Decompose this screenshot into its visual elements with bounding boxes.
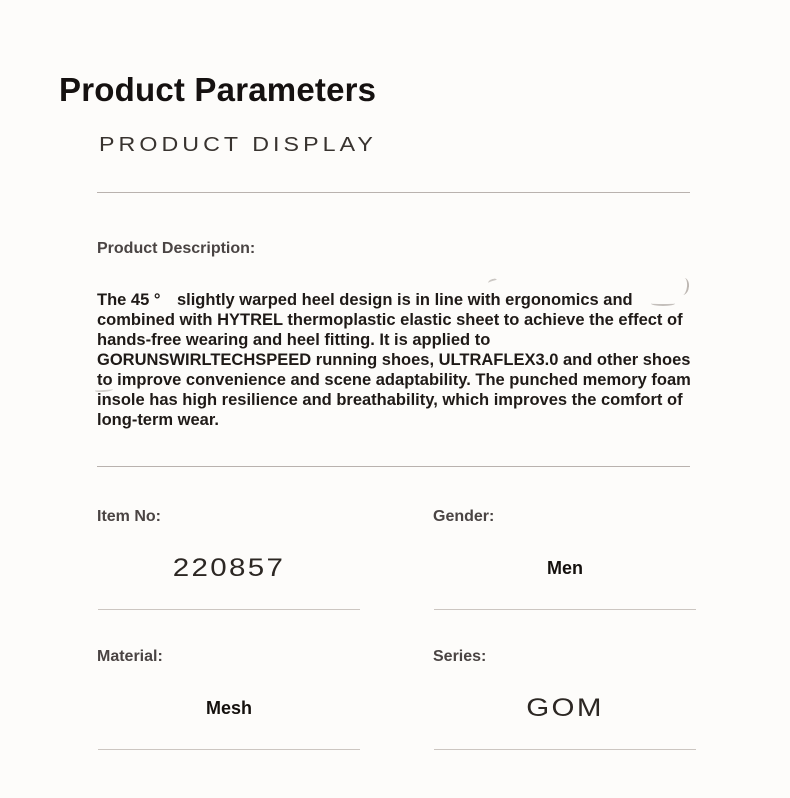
divider-top: [97, 192, 690, 193]
field-item-no: [97, 505, 361, 611]
series-value: GOM: [526, 694, 604, 722]
field-underline: [434, 609, 696, 610]
field-series: [433, 645, 697, 751]
section-heading: PRODUCT DISPLAY: [99, 134, 377, 156]
gender-value: Men: [547, 558, 583, 578]
item-no-label: Item No:: [97, 508, 161, 525]
field-gender: [433, 505, 697, 611]
field-underline: [98, 609, 360, 610]
page-title: Product Parameters: [59, 71, 377, 108]
description-label: Product Description:: [97, 240, 256, 257]
material-label: Material:: [97, 648, 163, 665]
field-underline: [98, 749, 360, 750]
smudge-mark: [488, 278, 498, 285]
series-label: Series:: [433, 648, 487, 665]
field-underline: [434, 749, 696, 750]
item-no-value: 220857: [172, 554, 286, 582]
gender-label: Gender:: [433, 508, 495, 525]
description-text: The 45 ° slightly warped heel design is in line with ergonomics and combined with HYTREL thermoplastic elastic sheet to achieve the effect of hands-free wearing and heel fitting. It is applied to GORUNSWIRLTECHSPEED running shoes, ULTRAFLEX3.0 and other shoes to improve convenience and scene adaptability. The punched memory foam insole has high resilience and breathability, which improves the comfort of long-term wear.: [97, 291, 691, 429]
material-value: Mesh: [205, 698, 252, 718]
divider-description-bottom: [97, 466, 690, 467]
field-material: [97, 645, 361, 751]
